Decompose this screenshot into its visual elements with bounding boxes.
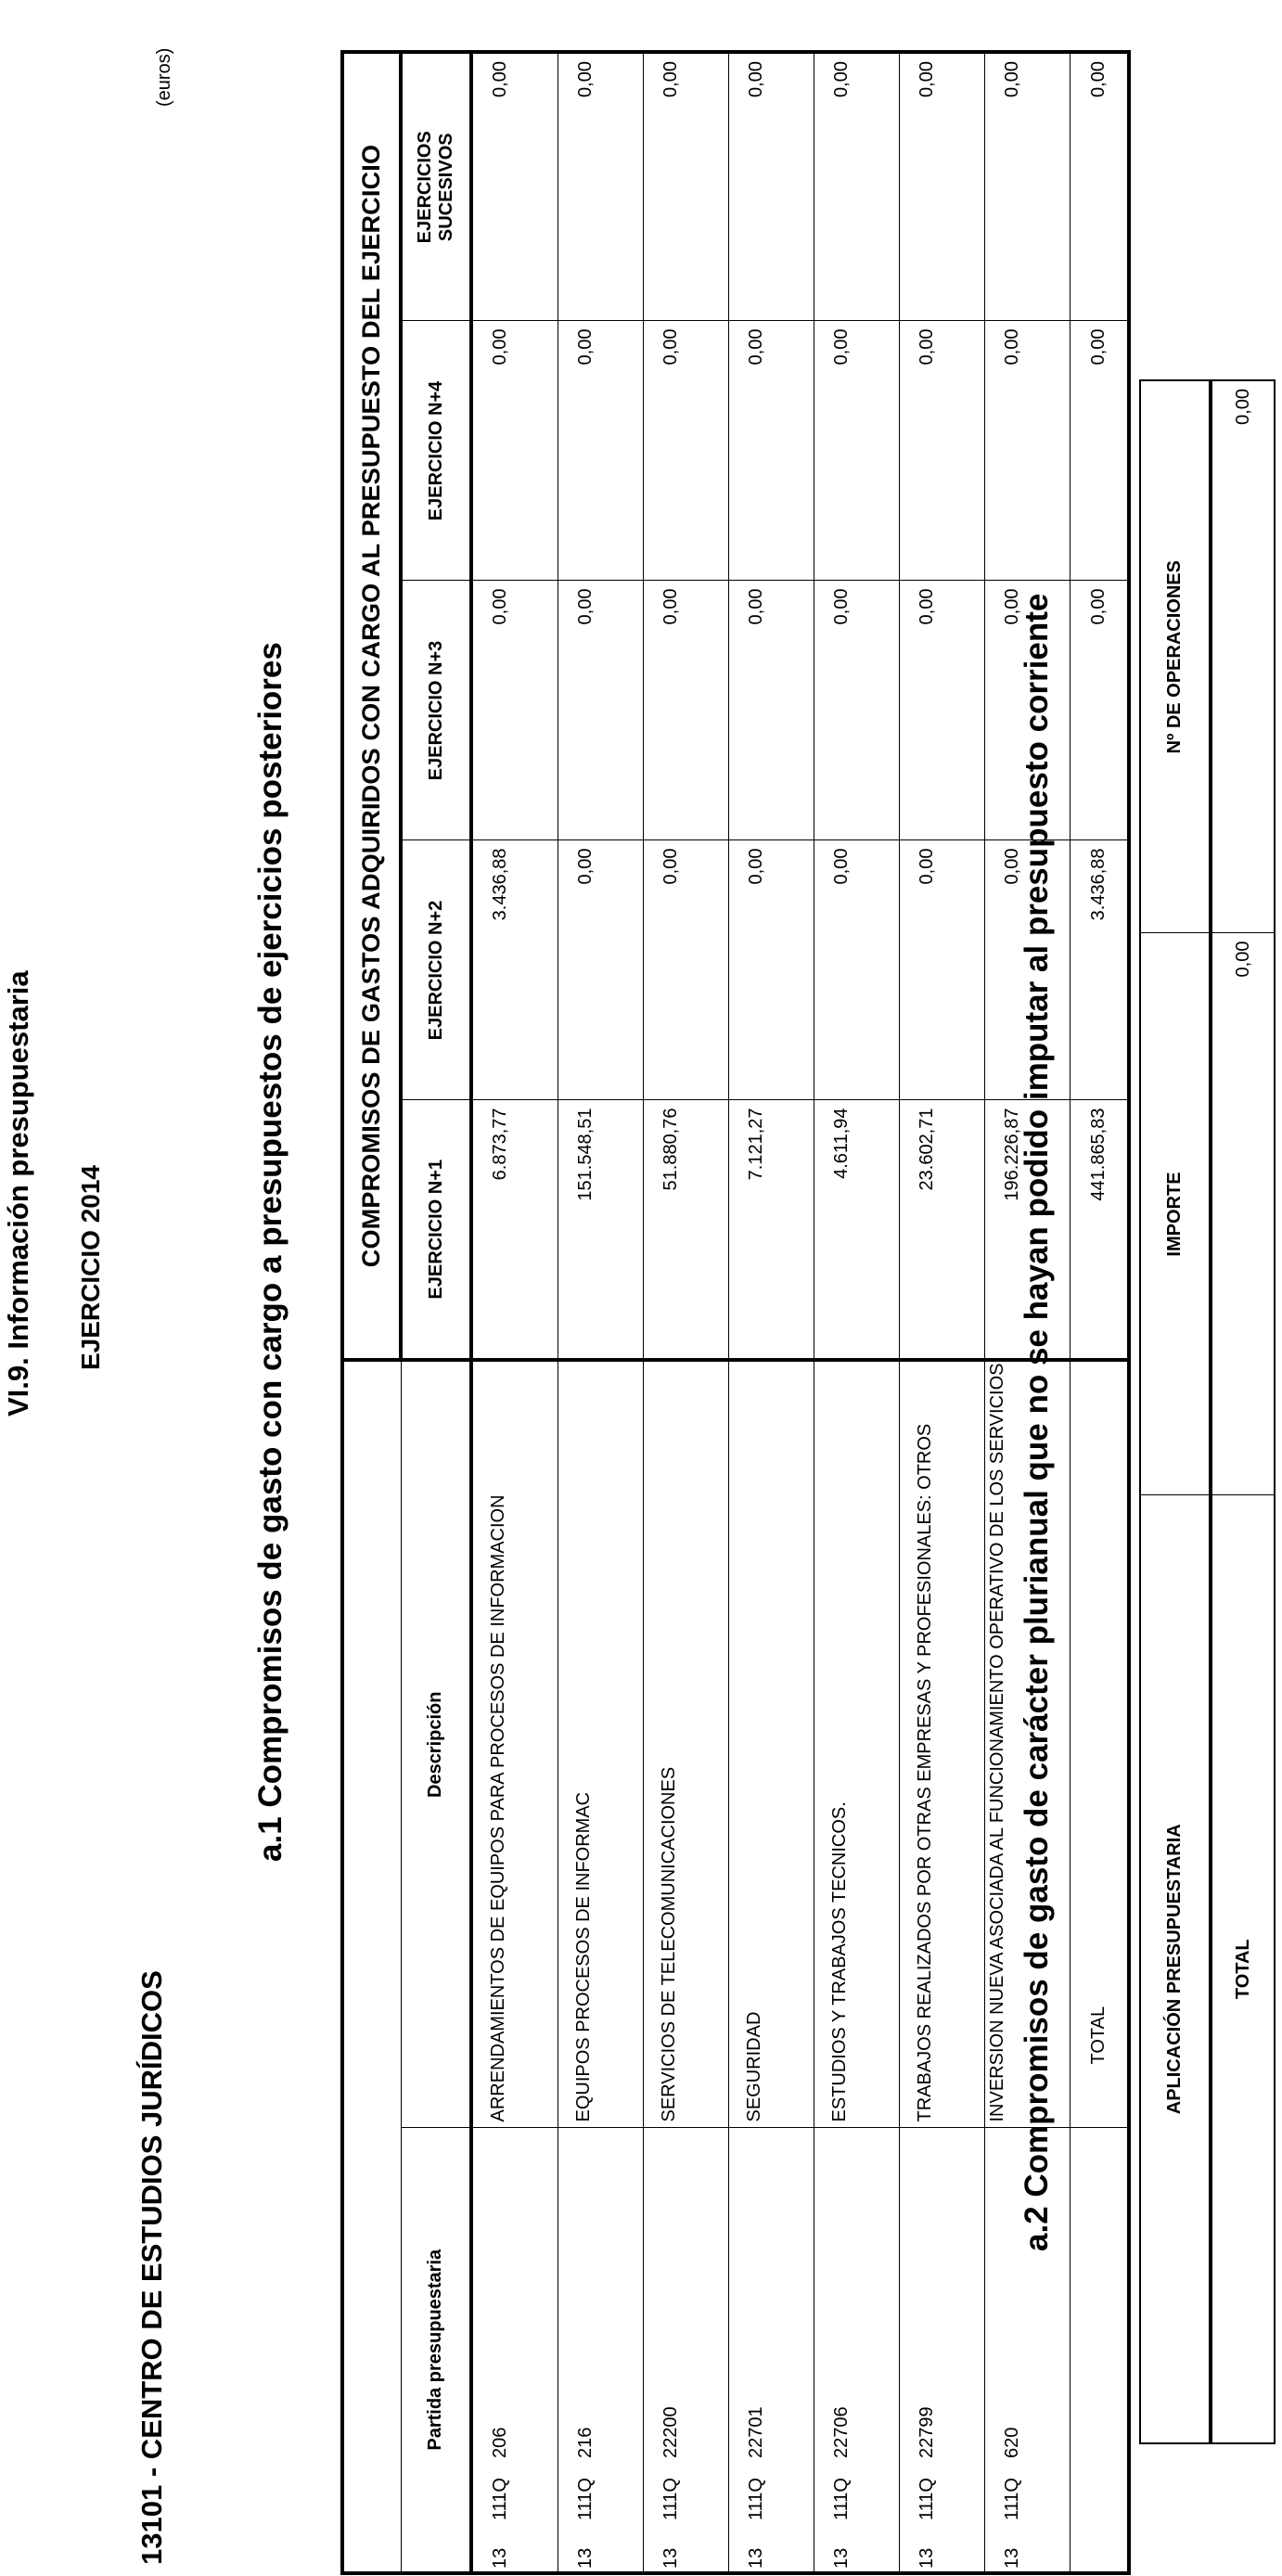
total-n2: 3.436,88 [1070,840,1130,1100]
table-row [558,52,644,2573]
n1-cell: 196.226,87 [985,1100,1070,1360]
partida-org: 13 [490,2547,510,2569]
table-row [729,52,814,2573]
n2-cell: 0,00 [814,840,900,1100]
partida-econ: 22200 [660,2406,681,2458]
col-n3: EJERCICIO N+3 [401,581,471,840]
group-header: COMPROMISOS DE GASTOS ADQUIRIDOS CON CARGO AL PRESUPUESTO DEL EJERCICIO [342,52,401,1360]
n3-cell: 0,00 [985,581,1070,840]
sucesivos-cell: 0,00 [471,52,558,321]
n3-cell: 0,00 [558,581,644,840]
sucesivos-cell: 0,00 [900,52,985,321]
n1-cell: 151.548,51 [558,1100,644,1360]
section-a2-title: a.2 Compromisos de gasto de carácter plurianual que no se hayan podido imputar al presupuesto corriente [1019,593,1055,2251]
table-row [900,52,985,2573]
col-n4: EJERCICIO N+4 [401,321,471,581]
n3-cell: 0,00 [644,581,729,840]
col-sucesivos-line2: SUCESIVOS [436,133,456,242]
sucesivos-cell: 0,00 [729,52,814,321]
table-row [644,52,729,2573]
col-importe: IMPORTE [1140,933,1211,1495]
partida-econ: 206 [490,2427,510,2458]
partida-prog: 111Q [660,2478,681,2520]
total-n1: 441.865,83 [1070,1100,1130,1360]
total-n4: 0,00 [1070,321,1130,581]
n1-cell: 23.602,71 [900,1100,985,1360]
blank-header [342,1360,401,2573]
page-subtitle: EJERCICIO 2014 [76,1165,105,1370]
col-partida: Partida presupuestaria [401,2128,471,2573]
n3-cell: 0,00 [729,581,814,840]
n4-cell: 0,00 [900,321,985,581]
table-row [471,52,558,2573]
col-descripcion: Descripción [401,1360,471,2128]
n4-cell: 0,00 [814,321,900,581]
description-cell: INVERSION NUEVA ASOCIADA AL FUNCIONAMIENTO OPERATIVO DE LOS SERVICIOS [985,1360,1070,2128]
n2-cell: 0,00 [985,840,1070,1100]
n3-cell: 0,00 [471,581,558,840]
partida-org: 13 [917,2547,937,2569]
organism-title: 13101 - CENTRO DE ESTUDIOS JURÍDICOS [135,1970,168,2565]
partida-econ: 22799 [917,2406,937,2458]
page-title: VI.9. Información presupuestaria [2,970,34,1416]
partida-prog: 111Q [490,2478,510,2520]
description-cell: ESTUDIOS Y TRABAJOS TECNICOS. [814,1360,900,2128]
n2-cell: 0,00 [729,840,814,1100]
partida-econ: 22706 [831,2406,852,2458]
a2-total-label: TOTAL [1211,1495,1275,2443]
sucesivos-cell: 0,00 [644,52,729,321]
total-n3: 0,00 [1070,581,1130,840]
partida-prog: 111Q [831,2478,852,2520]
table-row [814,52,900,2573]
partida-org: 13 [660,2547,681,2569]
col-n2: EJERCICIO N+2 [401,840,471,1100]
n1-cell: 6.873,77 [471,1100,558,1360]
partida-cell [814,2128,900,2573]
partida-prog: 111Q [1002,2478,1022,2520]
col-n1: EJERCICIO N+1 [401,1100,471,1360]
partida-cell [729,2128,814,2573]
partida-org: 13 [831,2547,852,2569]
n2-cell: 0,00 [900,840,985,1100]
commitments-table [340,50,1131,2575]
partida-econ: 216 [575,2427,596,2458]
n2-cell: 0,00 [644,840,729,1100]
units-label: (euros) [154,47,174,107]
n2-cell: 3.436,88 [471,840,558,1100]
sucesivos-cell: 0,00 [985,52,1070,321]
n4-cell: 0,00 [985,321,1070,581]
n4-cell: 0,00 [729,321,814,581]
description-cell: EQUIPOS PROCESOS DE INFORMAC [558,1360,644,2128]
total-partida-cell [1070,2128,1130,2573]
partida-org: 13 [746,2547,766,2569]
partida-cell [471,2128,558,2573]
n1-cell: 4.611,94 [814,1100,900,1360]
col-sucesivos-line1: EJERCICIOS [415,131,435,244]
n4-cell: 0,00 [644,321,729,581]
n2-cell: 0,00 [558,840,644,1100]
partida-org: 13 [1002,2547,1022,2569]
description-cell: TRABAJOS REALIZADOS POR OTRAS EMPRESAS Y PROFESIONALES: OTROS [900,1360,985,2128]
a2-total-operaciones: 0,00 [1211,380,1275,933]
n1-cell: 51.880,76 [644,1100,729,1360]
partida-cell [900,2128,985,2573]
n4-cell: 0,00 [471,321,558,581]
partida-prog: 111Q [917,2478,937,2520]
partida-prog: 111Q [746,2478,766,2520]
col-operaciones: Nº DE OPERACIONES [1140,380,1211,933]
partida-econ: 22701 [746,2406,766,2458]
total-label: TOTAL [1070,1360,1130,2128]
col-aplicacion: APLICACIÓN PRESUPUESTARIA [1140,1495,1211,2443]
n3-cell: 0,00 [900,581,985,840]
a2-total-importe: 0,00 [1211,933,1275,1495]
description-cell: SERVICIOS DE TELECOMUNICACIONES [644,1360,729,2128]
partida-org: 13 [575,2547,596,2569]
partida-cell [644,2128,729,2573]
col-sucesivos [401,52,471,321]
total-sucesivos: 0,00 [1070,52,1130,321]
n1-cell: 7.121,27 [729,1100,814,1360]
n3-cell: 0,00 [814,581,900,840]
partida-econ: 620 [1002,2427,1022,2458]
n4-cell: 0,00 [558,321,644,581]
partida-prog: 111Q [575,2478,596,2520]
description-cell: SEGURIDAD [729,1360,814,2128]
sucesivos-cell: 0,00 [558,52,644,321]
plurianual-table [1139,379,1276,2444]
sucesivos-cell: 0,00 [814,52,900,321]
partida-cell [558,2128,644,2573]
description-cell: ARRENDAMIENTOS DE EQUIPOS PARA PROCESOS DE INFORMACION [471,1360,558,2128]
section-a1-title: a.1 Compromisos de gasto con cargo a presupuestos de ejercicios posteriores [252,642,288,1862]
